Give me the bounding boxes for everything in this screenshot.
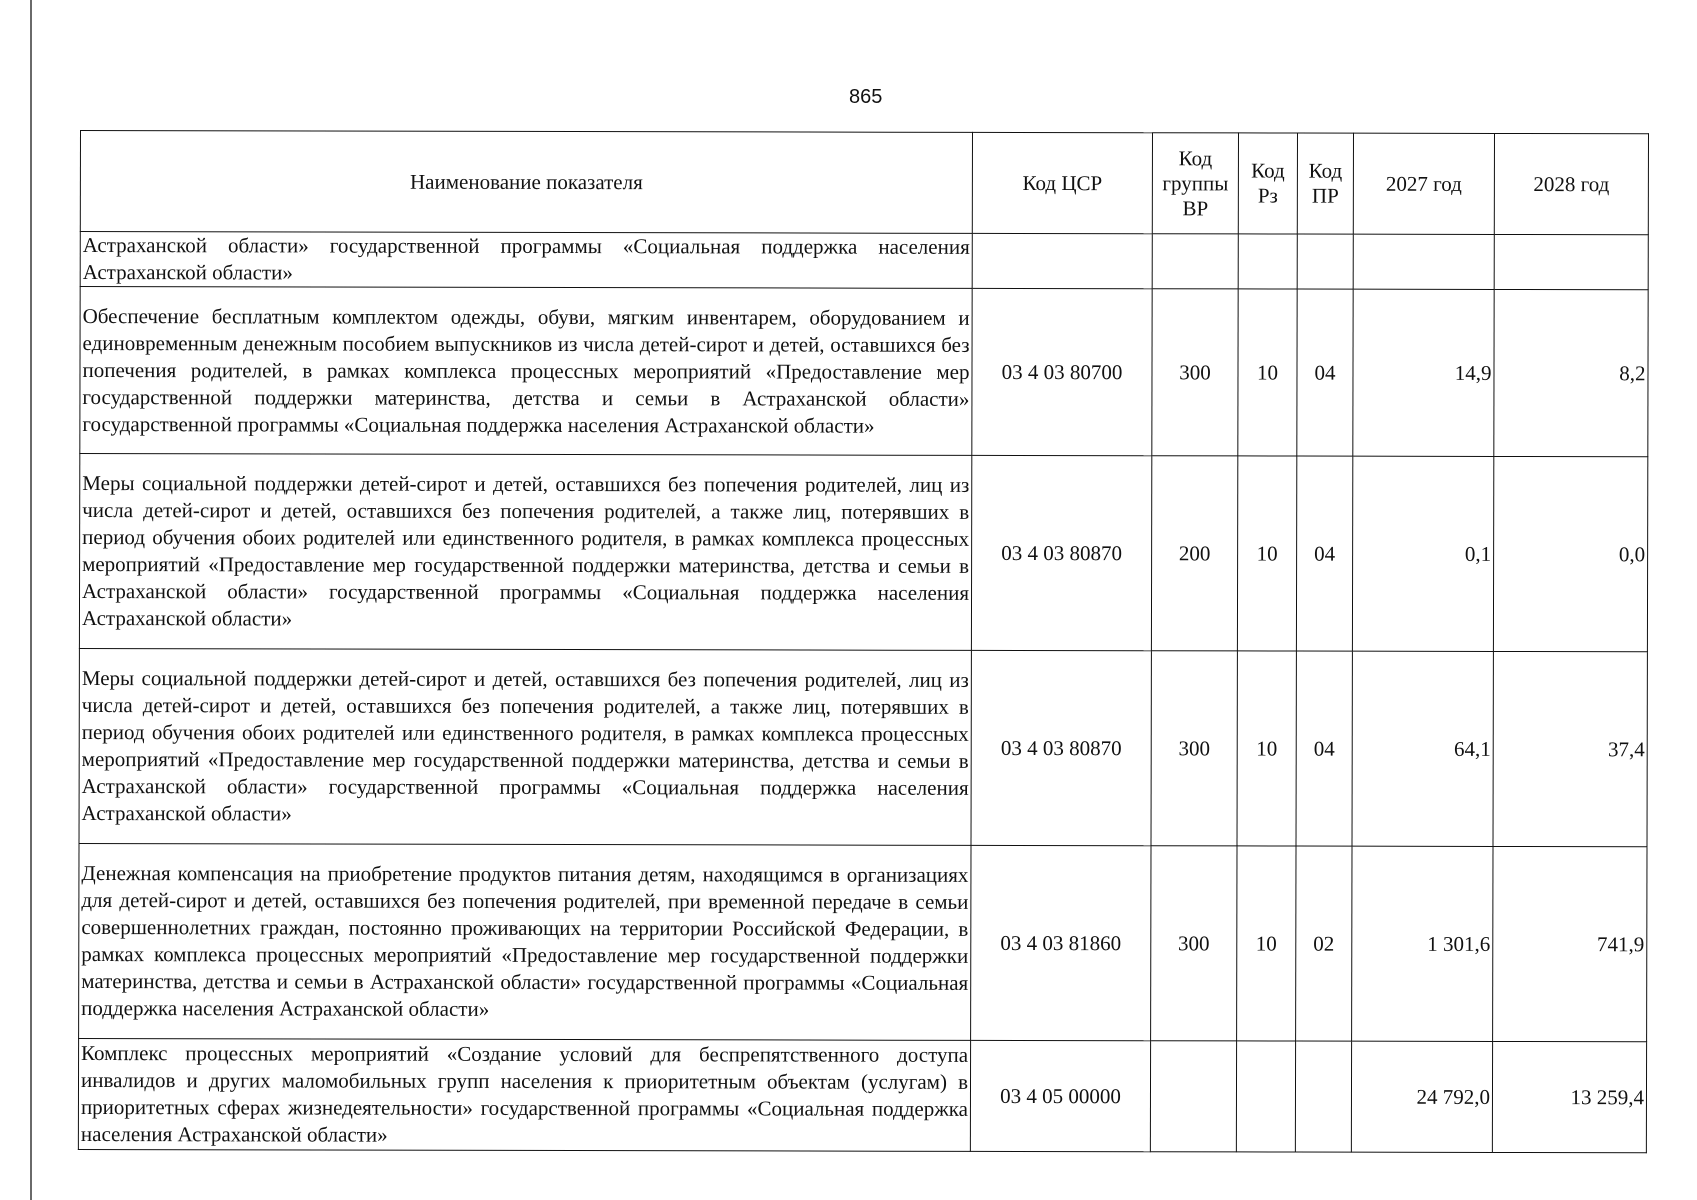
cell-amount-2027: 24 792,0 xyxy=(1351,1041,1492,1152)
cell-amount-2027: 64,1 xyxy=(1352,651,1493,846)
cell-amount-2028: 8,2 xyxy=(1494,289,1648,456)
cell-rz-code: 10 xyxy=(1237,846,1296,1041)
table-row xyxy=(80,287,1648,457)
cell-amount-2028: 13 259,4 xyxy=(1492,1041,1646,1152)
header-year-2027: 2027 год xyxy=(1353,133,1494,234)
cell-amount-2028 xyxy=(1494,234,1648,289)
table-row xyxy=(79,843,1647,1041)
table-row xyxy=(79,454,1647,652)
binding-edge-line xyxy=(30,0,32,1200)
cell-rz-code: 10 xyxy=(1238,289,1297,456)
cell-pr-code: 04 xyxy=(1296,456,1352,651)
cell-rz-code: 10 xyxy=(1237,456,1296,651)
cell-csr-code xyxy=(972,233,1152,288)
cell-rz-code xyxy=(1238,234,1297,289)
header-rz-code: Код Рз xyxy=(1238,133,1297,234)
cell-amount-2027: 14,9 xyxy=(1353,289,1494,456)
cell-amount-2028: 741,9 xyxy=(1493,846,1647,1041)
cell-amount-2027 xyxy=(1353,234,1494,289)
cell-name: Астраханской области» государственной программы «Социальная поддержка населения Астраханской области» xyxy=(80,232,972,289)
cell-amount-2027: 1 301,6 xyxy=(1352,846,1493,1041)
cell-pr-code: 02 xyxy=(1296,846,1352,1041)
cell-csr-code: 03 4 03 80870 xyxy=(971,455,1151,650)
cell-vr-code xyxy=(1150,1041,1236,1152)
cell-rz-code: 10 xyxy=(1237,651,1296,846)
table-header-row xyxy=(80,131,1648,235)
cell-csr-code: 03 4 03 81860 xyxy=(971,845,1151,1040)
cell-pr-code: 04 xyxy=(1297,289,1353,456)
table-row xyxy=(80,232,1648,290)
page-number: 865 xyxy=(849,86,883,108)
cell-csr-code: 03 4 03 80870 xyxy=(971,650,1151,845)
cell-name: Денежная компенсация на приобретение продуктов питания детям, находящимся в организациях для детей-сирот и детей, оставшихся без попечения родителей, при временной передаче в семьи совершеннолетних граждан, постоянно проживающих на территории Российской Федерации, в рамках комплекса процессных мероприятий «Предоставление мер государственной поддержки материнства, детства и семьи в Астраханской области» государственной программы «Социальная поддержка населения Астраханской области» xyxy=(79,843,971,1040)
cell-name: Меры социальной поддержки детей-сирот и детей, оставшихся без попечения родителей, лиц из числа детей-сирот и детей, оставшихся без попечения родителей, а также лиц, потерявших в период обучения обоих родителей или единственного родителя, в рамках комплекса процессных мероприятий «Предоставление мер государственной поддержки материнства, детства и семьи в Астраханской области» государственной программы «Социальная поддержка населения Астраханской области» xyxy=(79,454,971,651)
table-row xyxy=(79,648,1647,846)
table-row xyxy=(78,1038,1646,1152)
header-pr-code: Код ПР xyxy=(1297,133,1353,234)
header-year-2028: 2028 год xyxy=(1494,133,1648,234)
cell-pr-code xyxy=(1297,234,1353,289)
header-csr-code: Код ЦСР xyxy=(972,132,1152,233)
cell-name: Комплекс процессных мероприятий «Создание условий для беспрепятственного доступа инвалидов и других маломобильных групп населения к приоритетным объектам (услугам) в приоритетных сферах жизнедеятельности» государственной программы «Социальная поддержка населения Астраханской области» xyxy=(78,1038,970,1151)
header-name: Наименование показателя xyxy=(80,131,972,234)
cell-rz-code xyxy=(1236,1041,1295,1152)
cell-amount-2027: 0,1 xyxy=(1352,456,1493,651)
cell-amount-2028: 37,4 xyxy=(1493,651,1647,846)
cell-pr-code: 04 xyxy=(1296,651,1352,846)
cell-vr-code: 300 xyxy=(1151,651,1237,846)
cell-csr-code: 03 4 03 80700 xyxy=(972,288,1152,455)
budget-table xyxy=(78,130,1649,1153)
cell-csr-code: 03 4 05 00000 xyxy=(970,1040,1150,1151)
cell-pr-code xyxy=(1295,1041,1351,1152)
header-vr-group-code: Код группы ВР xyxy=(1152,133,1238,234)
cell-name: Меры социальной поддержки детей-сирот и детей, оставшихся без попечения родителей, лиц из числа детей-сирот и детей, оставшихся без попечения родителей, а также лиц, потерявших в период обучения обоих родителей или единственного родителя, в рамках комплекса процессных мероприятий «Предоставление мер государственной поддержки материнства, детства и семьи в Астраханской области» государственной программы «Социальная поддержка населения Астраханской области» xyxy=(79,648,971,845)
cell-vr-code xyxy=(1152,234,1238,289)
cell-amount-2028: 0,0 xyxy=(1493,456,1647,651)
cell-vr-code: 300 xyxy=(1151,846,1237,1041)
cell-vr-code: 300 xyxy=(1152,289,1238,456)
cell-vr-code: 200 xyxy=(1151,456,1237,651)
cell-name: Обеспечение бесплатным комплектом одежды, обуви, мягким инвентарем, оборудованием и единовременным денежным пособием выпускников из числа детей-сирот и детей, оставшихся без попечения родителей, в рамках комплекса процессных мероприятий «Предоставление мер государственной поддержки материнства, детства и семьи в Астраханской области» государственной программы «Социальная поддержка населения Астраханской области» xyxy=(80,287,972,456)
